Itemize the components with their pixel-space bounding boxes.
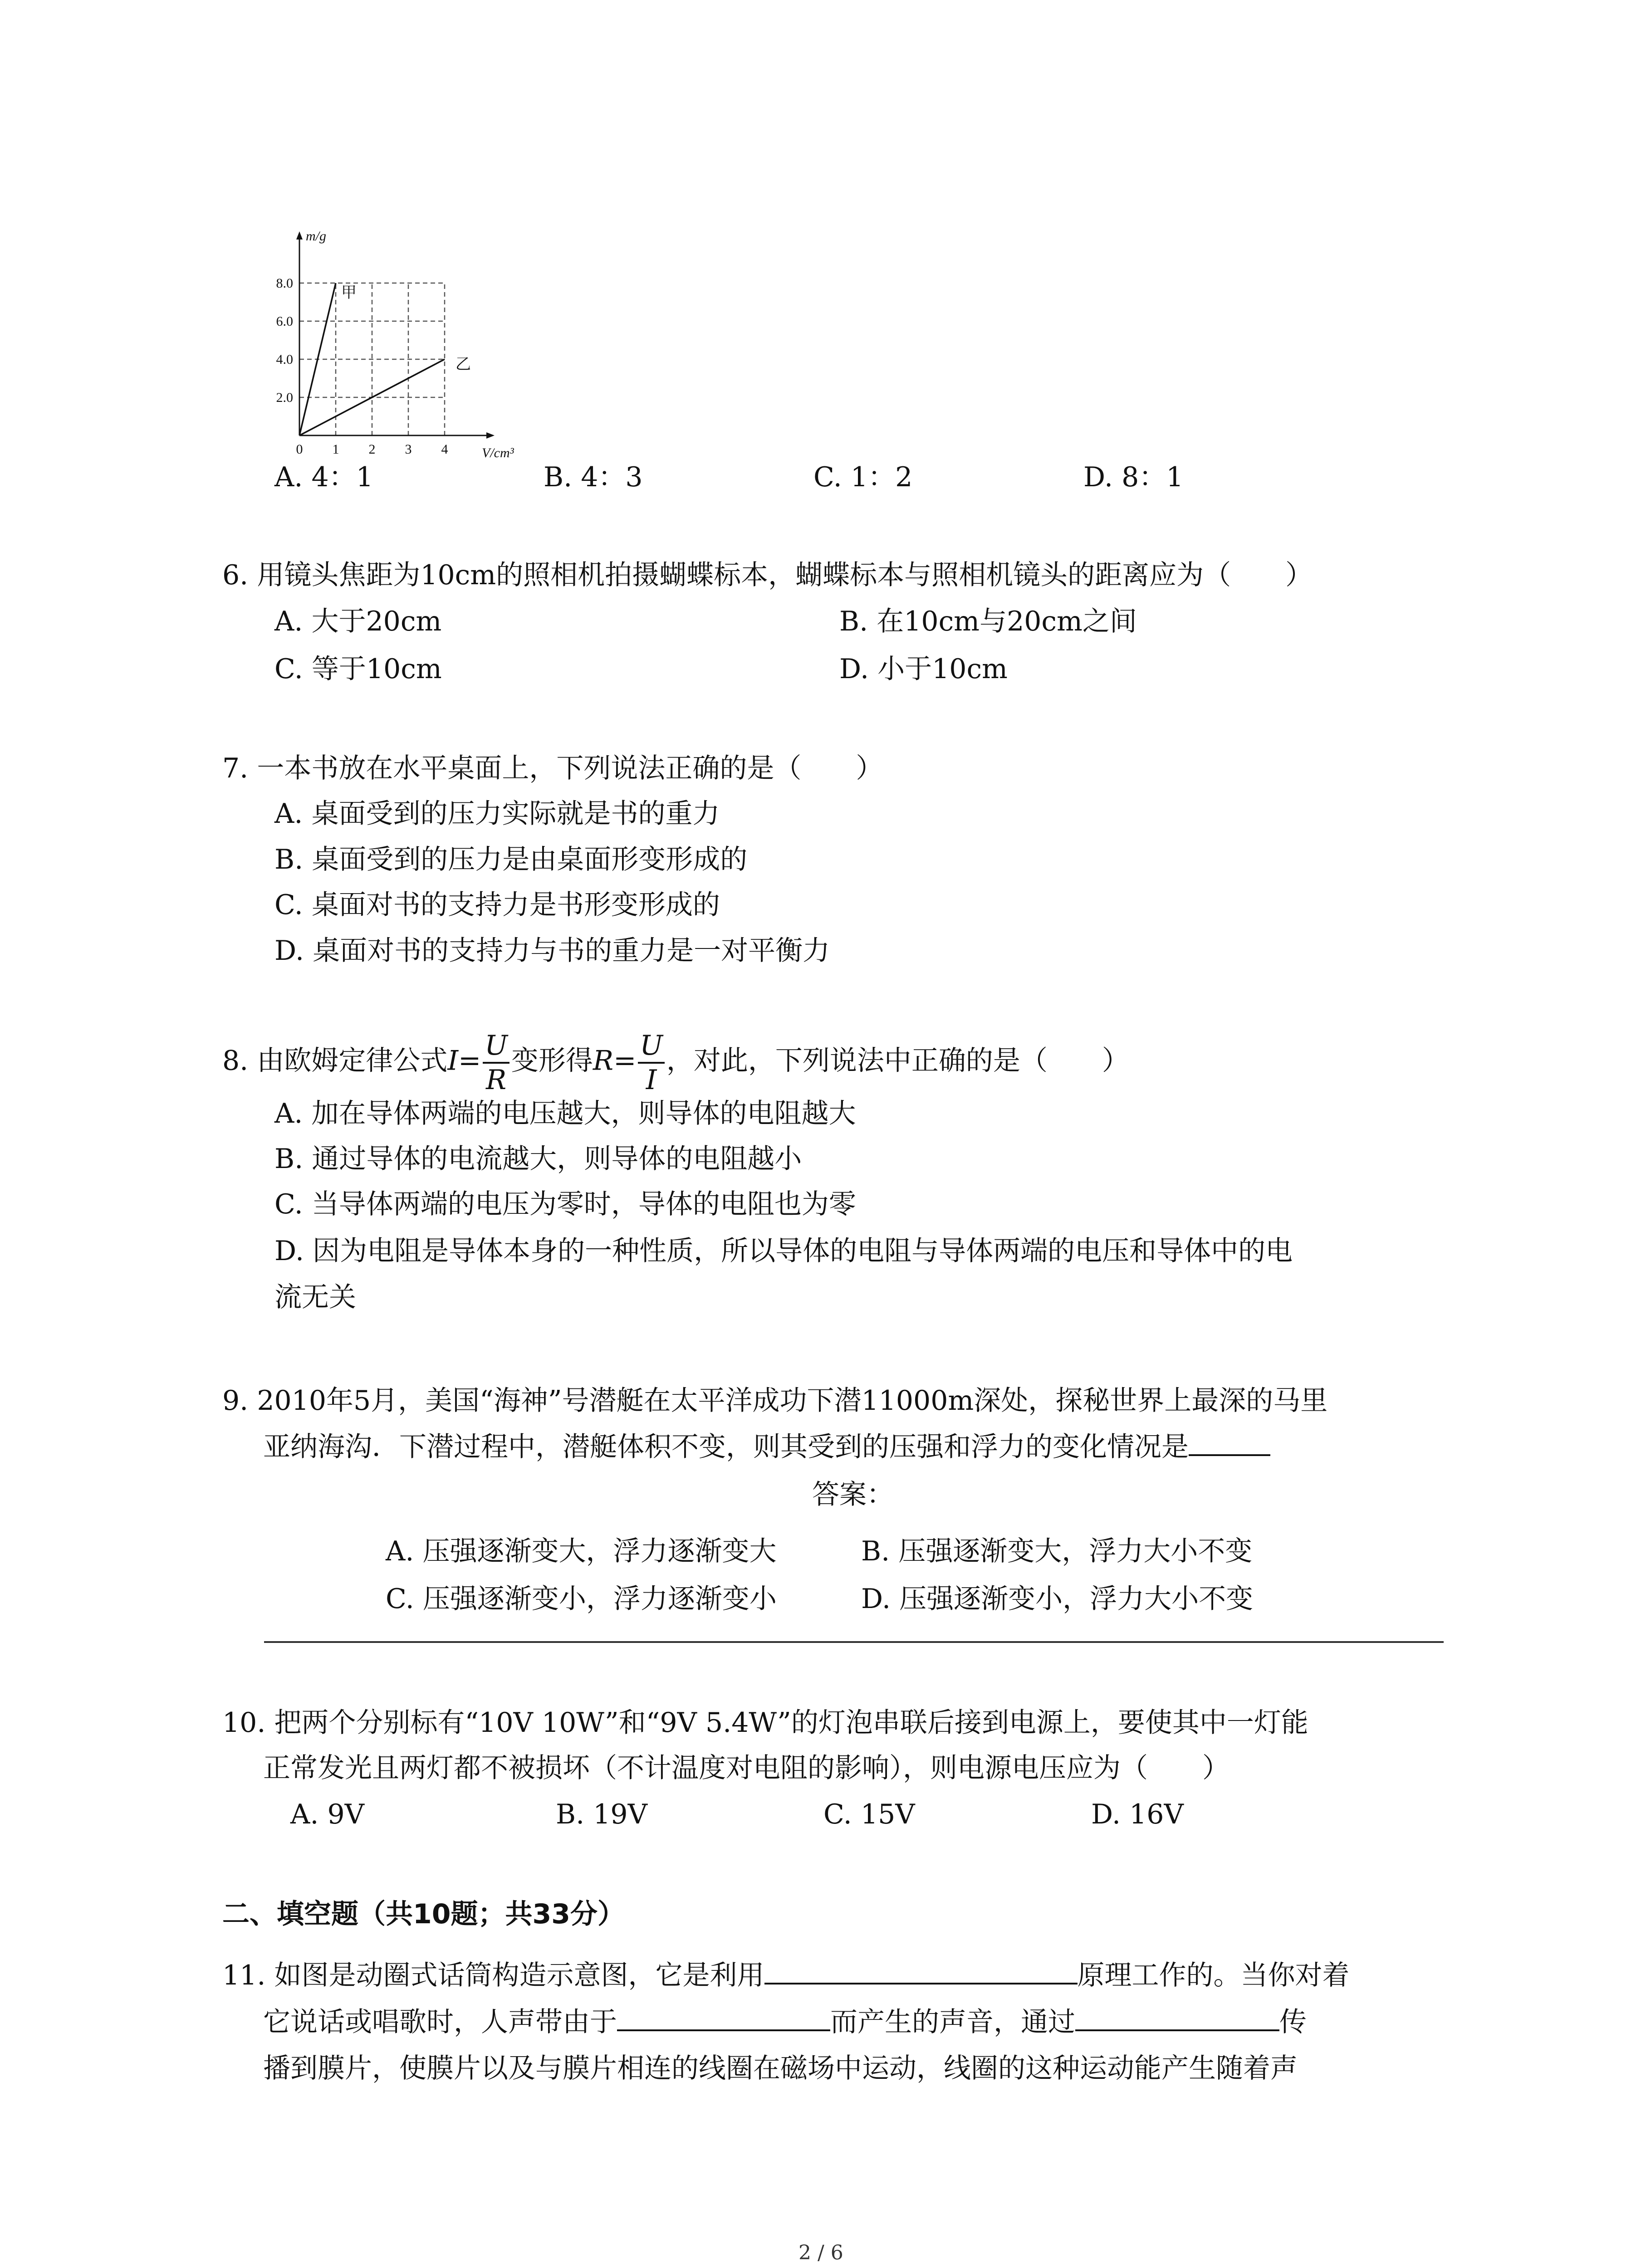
q8-prefix: 8. 由欧姆定律公式 xyxy=(222,1045,448,1077)
q11-blank-1[interactable] xyxy=(764,1983,1078,1984)
q7-option-c: C. 桌面对书的支持力是书形变形成的 xyxy=(274,889,720,921)
q10-option-a: A. 9V xyxy=(290,1799,364,1830)
mass-volume-graph xyxy=(254,209,572,463)
q9-option-d: D. 压强逐渐变小，浮力大小不变 xyxy=(861,1583,1254,1615)
q11-line2 xyxy=(263,2006,1307,2038)
q8-formula2-numerator: U xyxy=(638,1032,665,1064)
q8-option-c: C. 当导体两端的电压为零时，导体的电阻也为零 xyxy=(274,1188,856,1220)
q10-option-b: B. 19V xyxy=(556,1799,647,1830)
q10-option-c: C. 15V xyxy=(823,1799,915,1830)
q8-option-d-cont: 流无关 xyxy=(274,1281,356,1313)
q5-option-b: B. 4：3 xyxy=(544,461,643,493)
y-tick-label: 8.0 xyxy=(276,276,293,291)
series-label-1: 甲 xyxy=(341,284,357,302)
q11-line2-b: 而产生的声音，通过 xyxy=(830,2006,1075,2038)
q11-line3: 播到膜片，使膜片以及与膜片相连的线圈在磁场中运动，线圈的这种运动能产生随着声 xyxy=(263,2053,1298,2084)
x-tick-label: 3 xyxy=(405,442,412,457)
q11-line1-a: 11. 如图是动圈式话筒构造示意图，它是利用 xyxy=(222,1960,764,1991)
q11-line2-a: 它说话或唱歌时，人声带由于 xyxy=(263,2006,617,2038)
q9-option-a: A. 压强逐渐变大，浮力逐渐变大 xyxy=(386,1535,777,1567)
q9-line1: 9. 2010年5月，美国“海神”号潜艇在太平洋成功下潜11000m深处，探秘世界上最深的马里 xyxy=(222,1385,1328,1417)
q7-option-a: A. 桌面受到的压力实际就是书的重力 xyxy=(274,798,720,830)
q11-line1-b: 原理工作的。当你对着 xyxy=(1077,1960,1350,1991)
q5-option-a: A. 4：1 xyxy=(274,461,373,493)
q8-suffix: ，对此，下列说法中正确的是（ ） xyxy=(666,1045,1129,1077)
section2-heading: 二、填空题（共10题；共33分） xyxy=(222,1898,625,1930)
y-axis-label: m/g xyxy=(306,229,326,244)
q6-option-a: A. 大于20cm xyxy=(274,606,442,637)
page-number: 2 / 6 xyxy=(798,2241,843,2264)
q5-option-c: C. 1：2 xyxy=(813,461,913,493)
q9-answer-label: 答案： xyxy=(812,1479,894,1510)
q8-mid: 变形得 xyxy=(511,1045,593,1077)
x-axis-arrow xyxy=(486,432,495,439)
q6-option-c: C. 等于10cm xyxy=(274,653,442,685)
x-tick-label: 2 xyxy=(368,442,376,457)
q9-answer-blank[interactable] xyxy=(1189,1454,1270,1456)
x-tick-label: 0 xyxy=(296,442,303,457)
q10-option-d: D. 16V xyxy=(1091,1799,1184,1830)
q8-formula1-numerator: U xyxy=(483,1032,509,1064)
q7-option-d: D. 桌面对书的支持力与书的重力是一对平衡力 xyxy=(274,935,830,967)
q7-stem: 7. 一本书放在水平桌面上，下列说法正确的是（ ） xyxy=(222,753,883,784)
q9-option-c: C. 压强逐渐变小，浮力逐渐变小 xyxy=(386,1583,777,1615)
q6-option-d: D. 小于10cm xyxy=(839,653,1008,685)
q8-formula2-lhs: R= xyxy=(593,1045,637,1077)
q5-option-d: D. 8：1 xyxy=(1083,461,1184,493)
x-tick-label: 1 xyxy=(332,442,339,457)
q9-option-b: B. 压强逐渐变大，浮力大小不变 xyxy=(861,1535,1253,1567)
x-axis-label: V/cm³ xyxy=(482,445,514,460)
q9-divider xyxy=(264,1641,1444,1643)
q11-blank-2[interactable] xyxy=(617,2029,830,2031)
q10-line2: 正常发光且两灯都不被损坏（不计温度对电阻的影响），则电源电压应为（ ） xyxy=(263,1752,1230,1784)
q11-line1 xyxy=(222,1962,1350,1989)
y-tick-label: 4.0 xyxy=(276,352,293,367)
q8-stem xyxy=(222,1032,1129,1094)
x-tick-label: 4 xyxy=(441,442,448,457)
y-axis-arrow xyxy=(296,231,303,240)
q6-stem: 6. 用镜头焦距为10cm的照相机拍摄蝴蝶标本，蝴蝶标本与照相机镜头的距离应为（ ） xyxy=(222,559,1313,591)
q7-option-b: B. 桌面受到的压力是由桌面形变形成的 xyxy=(274,844,748,875)
q8-formula1-lhs: I= xyxy=(447,1045,481,1077)
q8-formula2-fraction xyxy=(638,1032,665,1094)
q11-line2-c: 传 xyxy=(1279,2006,1307,2038)
q8-formula1-denominator: R xyxy=(486,1064,507,1096)
q6-option-b: B. 在10cm与20cm之间 xyxy=(839,606,1137,637)
series-label-2: 乙 xyxy=(456,355,471,373)
y-tick-label: 2.0 xyxy=(276,390,293,405)
q10-line1: 10. 把两个分别标有“10V 10W”和“9V 5.4W”的灯泡串联后接到电源上，要使其中一灯能 xyxy=(222,1707,1308,1739)
q8-option-b: B. 通过导体的电流越大，则导体的电阻越小 xyxy=(274,1143,802,1175)
q9-line2-text: 亚纳海沟．下潜过程中，潜艇体积不变，则其受到的压强和浮力的变化情况是 xyxy=(263,1431,1189,1463)
q8-option-d: D. 因为电阻是导体本身的一种性质，所以导体的电阻与导体两端的电压和导体中的电 xyxy=(274,1235,1293,1267)
q8-formula2-denominator: I xyxy=(646,1064,657,1096)
y-tick-label: 6.0 xyxy=(276,314,293,329)
q11-blank-3[interactable] xyxy=(1075,2029,1279,2031)
q8-option-a: A. 加在导体两端的电压越大，则导体的电阻越大 xyxy=(274,1098,856,1129)
q9-line2 xyxy=(263,1433,1270,1461)
q8-formula1-fraction xyxy=(483,1032,509,1094)
